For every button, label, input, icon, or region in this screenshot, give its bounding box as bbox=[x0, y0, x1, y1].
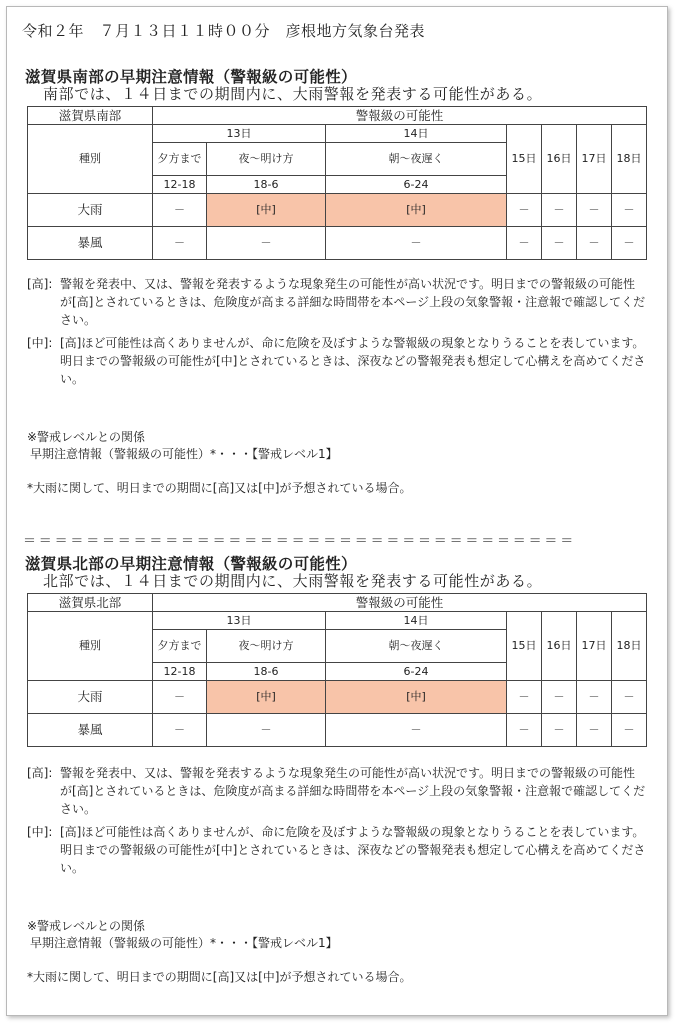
note-high-label: [高]: bbox=[27, 766, 53, 780]
section-title: 滋賀県北部の早期注意情報（警報級の可能性） bbox=[25, 555, 357, 573]
rain-d17: － bbox=[577, 681, 612, 714]
legend-notes bbox=[27, 764, 647, 882]
time-range-2: 18-6 bbox=[207, 176, 326, 194]
row-label-rain: 大雨 bbox=[28, 194, 153, 227]
day-18-header: 18日 bbox=[612, 612, 647, 681]
note-mid-label: [中]: bbox=[27, 336, 53, 350]
day-16-header: 16日 bbox=[542, 612, 577, 681]
note-mid bbox=[27, 334, 647, 388]
time-range-3: 6-24 bbox=[326, 663, 507, 681]
row-label-rain: 大雨 bbox=[28, 681, 153, 714]
rain-d17: － bbox=[577, 194, 612, 227]
footnote: *大雨に関して、明日までの期間に[高]又は[中]が予想されている場合。 bbox=[27, 481, 412, 495]
day-16-header: 16日 bbox=[542, 125, 577, 194]
wind-d18: － bbox=[612, 714, 647, 747]
note-mid-text: [高]ほど可能性は高くありませんが、命に危険を及ぼすような警報級の現象となりうることを表しています。明日までの警報級の可能性が[中]とされているときは、深夜などの警報発表も想定して心構えを高めてください。 bbox=[60, 825, 646, 875]
day-14-header: 14日 bbox=[326, 125, 507, 143]
day-17-header: 17日 bbox=[577, 125, 612, 194]
wind-p3: － bbox=[326, 714, 507, 747]
wind-p1: － bbox=[153, 227, 207, 260]
rain-d15: － bbox=[507, 194, 542, 227]
rain-d15: － bbox=[507, 681, 542, 714]
level-heading: ※警戒レベルとの関係 bbox=[27, 430, 146, 444]
rain-p3: [中] bbox=[326, 681, 507, 714]
wind-p2: － bbox=[207, 227, 326, 260]
wind-d16: － bbox=[542, 714, 577, 747]
rain-p2: [中] bbox=[207, 681, 326, 714]
time-range-3: 6-24 bbox=[326, 176, 507, 194]
rain-p2: [中] bbox=[207, 194, 326, 227]
level-block bbox=[27, 918, 412, 986]
note-mid-label: [中]: bbox=[27, 825, 53, 839]
region-cell: 滋賀県南部 bbox=[28, 107, 153, 125]
rain-d18: － bbox=[612, 681, 647, 714]
wind-d15: － bbox=[507, 714, 542, 747]
legend-notes bbox=[27, 275, 647, 393]
period-night: 夜～明け方 bbox=[207, 630, 326, 663]
issue-header: 令和２年 ７月１３日１１時００分 彦根地方気象台発表 bbox=[22, 22, 426, 40]
day-18-header: 18日 bbox=[612, 125, 647, 194]
note-high-label: [高]: bbox=[27, 277, 53, 291]
rain-p1: － bbox=[153, 194, 207, 227]
wind-d17: － bbox=[577, 227, 612, 260]
row-label-wind: 暴風 bbox=[28, 227, 153, 260]
wind-p2: － bbox=[207, 714, 326, 747]
note-mid bbox=[27, 823, 647, 877]
footnote: *大雨に関して、明日までの期間に[高]又は[中]が予想されている場合。 bbox=[27, 970, 412, 984]
time-range-1: 12-18 bbox=[153, 176, 207, 194]
section-separator: ＝＝＝＝＝＝＝＝＝＝＝＝＝＝＝＝＝＝＝＝＝＝＝＝＝＝＝＝＝＝＝＝＝＝＝ bbox=[23, 534, 577, 549]
level-block bbox=[27, 429, 412, 497]
wind-d17: － bbox=[577, 714, 612, 747]
wind-d18: － bbox=[612, 227, 647, 260]
level-line: 早期注意情報（警報級の可能性）*・・・【警戒レベル1】 bbox=[30, 936, 338, 950]
note-high-text: 警報を発表中、又は、警報を発表するような現象発生の可能性が高い状況です。明日までの警報級の可能性が[高]とされているときは、危険度が高まる詳細な時間帯を本ページ上段の気象警報・注意報で確認してください。 bbox=[60, 277, 646, 327]
rain-d18: － bbox=[612, 194, 647, 227]
region-cell: 滋賀県北部 bbox=[28, 594, 153, 612]
level-heading: ※警戒レベルとの関係 bbox=[27, 919, 146, 933]
rain-p1: － bbox=[153, 681, 207, 714]
rain-d16: － bbox=[542, 681, 577, 714]
wind-p1: － bbox=[153, 714, 207, 747]
section-lead: 北部では、１４日までの期間内に、大雨警報を発表する可能性がある。 bbox=[43, 572, 543, 590]
section-title: 滋賀県南部の早期注意情報（警報級の可能性） bbox=[25, 68, 357, 86]
period-evening: 夕方まで bbox=[153, 630, 207, 663]
section-lead: 南部では、１４日までの期間内に、大雨警報を発表する可能性がある。 bbox=[43, 85, 543, 103]
row-label-wind: 暴風 bbox=[28, 714, 153, 747]
time-range-2: 18-6 bbox=[207, 663, 326, 681]
level-line: 早期注意情報（警報級の可能性）*・・・【警戒レベル1】 bbox=[30, 447, 338, 461]
day-14-header: 14日 bbox=[326, 612, 507, 630]
warning-table bbox=[27, 593, 647, 747]
period-day: 朝～夜遅く bbox=[326, 143, 507, 176]
period-evening: 夕方まで bbox=[153, 143, 207, 176]
possibility-header: 警報級の可能性 bbox=[153, 107, 647, 125]
warning-table bbox=[27, 106, 647, 260]
type-header: 種別 bbox=[28, 125, 153, 194]
note-high bbox=[27, 764, 647, 818]
wind-d15: － bbox=[507, 227, 542, 260]
note-high-text: 警報を発表中、又は、警報を発表するような現象発生の可能性が高い状況です。明日までの警報級の可能性が[高]とされているときは、危険度が高まる詳細な時間帯を本ページ上段の気象警報・注意報で確認してください。 bbox=[60, 766, 646, 816]
period-day: 朝～夜遅く bbox=[326, 630, 507, 663]
wind-d16: － bbox=[542, 227, 577, 260]
day-15-header: 15日 bbox=[507, 125, 542, 194]
day-17-header: 17日 bbox=[577, 612, 612, 681]
note-high bbox=[27, 275, 647, 329]
wind-p3: － bbox=[326, 227, 507, 260]
note-mid-text: [高]ほど可能性は高くありませんが、命に危険を及ぼすような警報級の現象となりうることを表しています。明日までの警報級の可能性が[中]とされているときは、深夜などの警報発表も想定して心構えを高めてください。 bbox=[60, 336, 646, 386]
type-header: 種別 bbox=[28, 612, 153, 681]
day-13-header: 13日 bbox=[153, 612, 326, 630]
day-13-header: 13日 bbox=[153, 125, 326, 143]
period-night: 夜～明け方 bbox=[207, 143, 326, 176]
rain-p3: [中] bbox=[326, 194, 507, 227]
time-range-1: 12-18 bbox=[153, 663, 207, 681]
possibility-header: 警報級の可能性 bbox=[153, 594, 647, 612]
day-15-header: 15日 bbox=[507, 612, 542, 681]
rain-d16: － bbox=[542, 194, 577, 227]
